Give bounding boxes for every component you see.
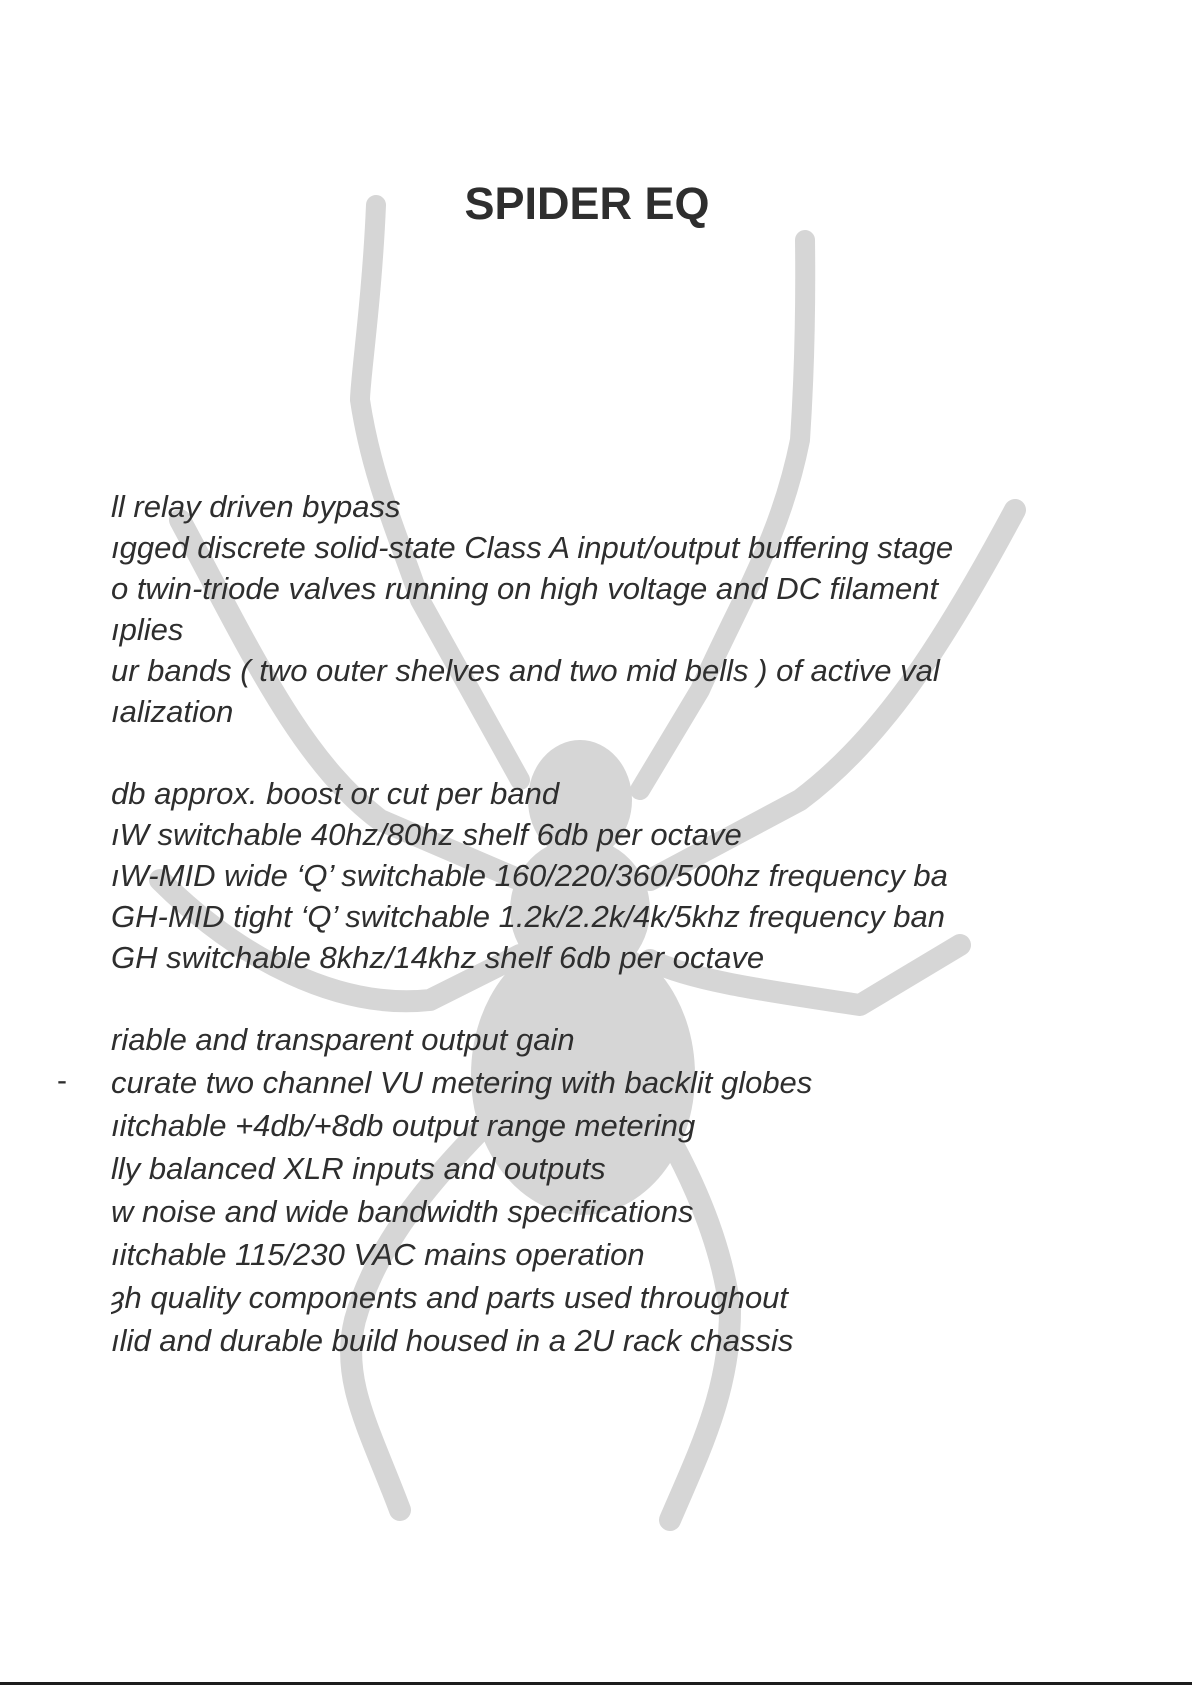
feature-line: ıgged discrete solid-state Class A input/output buffering stage — [111, 530, 954, 565]
feature-line: ıitchable 115/230 VAC mains operation — [111, 1237, 645, 1272]
feature-line: ılid and durable build housed in a 2U rack chassis — [111, 1323, 794, 1358]
page-title: SPIDER EQ — [464, 178, 710, 229]
feature-line: riable and transparent output gain — [111, 1022, 575, 1057]
feature-line: db approx. boost or cut per band — [111, 776, 560, 811]
feature-line: ıW switchable 40hz/80hz shelf 6db per octave — [111, 817, 742, 852]
feature-line: curate two channel VU metering with backlit globes — [111, 1065, 813, 1100]
feature-line: lly balanced XLR inputs and outputs — [111, 1151, 606, 1186]
feature-list — [111, 488, 1017, 1368]
feature-line: ıalization — [111, 694, 234, 729]
feature-line: ȝh quality components and parts used throughout — [111, 1280, 789, 1315]
bullet-marker: - — [57, 1064, 67, 1097]
feature-line: GH-MID tight ‘Q’ switchable 1.2k/2.2k/4k/5khz frequency ban — [111, 899, 945, 934]
feature-line: ıplies — [111, 612, 184, 647]
feature-line: ur bands ( two outer shelves and two mid bells ) of active val — [111, 653, 940, 688]
feature-line: GH switchable 8khz/14khz shelf 6db per octave — [111, 940, 765, 975]
feature-line: ıitchable +4db/+8db output range metering — [111, 1108, 696, 1143]
feature-line: w noise and wide bandwidth specifications — [111, 1194, 694, 1229]
feature-line: ıW-MID wide ‘Q’ switchable 160/220/360/500hz frequency ba — [111, 858, 948, 893]
feature-line: o twin-triode valves running on high voltage and DC filament — [111, 571, 939, 606]
feature-line: ll relay driven bypass — [111, 489, 401, 524]
